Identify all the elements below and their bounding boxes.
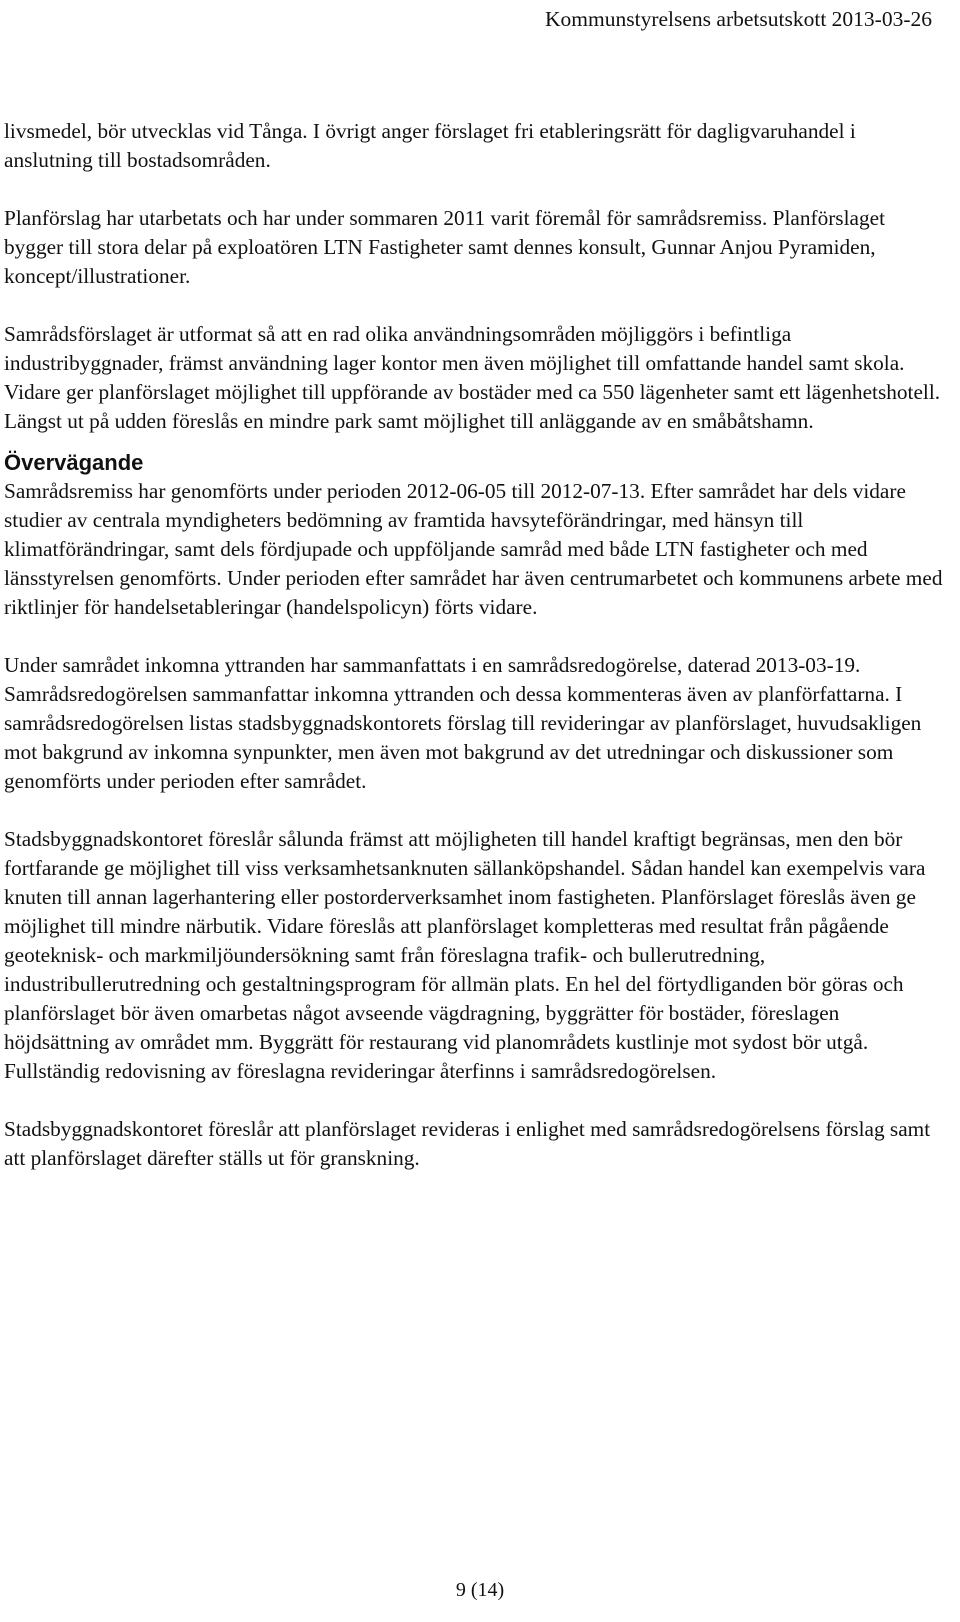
paragraph-samradsforslaget: Samrådsförslaget är utformat så att en rad olika användningsområden möjliggörs i befintliga industribyggnader, främst användning lager kontor men även möjlighet till omfattande handel samt skola. Vidare ger planförslaget möjlighet till uppförande av bostäder med ca 550 lägenheter samt ett lägenhetshotell. Längst ut på udden föreslås en mindre park samt möjlighet till anläggande av en småbåtshamn. bbox=[4, 322, 941, 433]
section-heading-overvagande: Övervägande bbox=[4, 450, 144, 475]
paragraph-livsmedel: livsmedel, bör utvecklas vid Tånga. I övrigt anger förslaget fri etableringsrätt för dagligvaruhandel i anslutning till bostadsområden. bbox=[4, 119, 856, 172]
header-title: Kommunstyrelsens arbetsutskott 2013-03-26 bbox=[545, 7, 932, 31]
paragraph-stadsbyggnadskontoret-handel: Stadsbyggnadskontoret föreslår sålunda främst att möjligheten till handel kraftigt begränsas, men den bör fortfarande ge möjlighet till viss verksamhetsanknuten sällanköpshandel. Sådan handel kan exempelvis vara knuten till annan lagerhantering eller postorderverksamhet inom fastigheten. Planförslaget föreslås även ge möjlighet till mindre närbutik. Vidare föreslås att planförslaget kompletteras med resultat från pågående geoteknisk- och markmiljöundersökning samt från föreslagna trafik- och bullerutredning, industribullerutredning och gestaltningsprogram för allmän plats. En hel del förtydliganden bör göras och planförslaget bör även omarbetas något avseende vägdragning, byggrätter för bostäder, föreslagen höjdsättning av området mm. Byggrätt för restaurang vid planområdets kustlinje mot sydost bör utgå. Fullständig redovisning av föreslagna revideringar återfinns i samrådsredogörelsen. bbox=[4, 827, 926, 1083]
paragraph-samradsremiss: Samrådsremiss har genomförts under perioden 2012-06-05 till 2012-07-13. Efter samrådet har dels vidare studier av centrala myndigheters bedömning av framtida havsyteförändringar, med hänsyn till klimatförändringar, samt dels fördjupade och uppföljande samråd med både LTN fastigheter och med länsstyrelsen genomförts. Under perioden efter samrådet har även centrumarbetet och kommunens arbete med riktlinjer för handelsetableringar (handelspolicyn) förts vidare. bbox=[4, 479, 943, 619]
paragraph-planforslag: Planförslag har utarbetats och har under sommaren 2011 varit föremål för samrådsremiss. Planförslaget bygger till stora delar på exploatören LTN Fastigheter samt dennes konsult, Gunnar Anjou Pyramiden, koncept/illustrationer. bbox=[4, 206, 885, 288]
page-number: 9 (14) bbox=[455, 1579, 505, 1601]
document-header bbox=[545, 4, 932, 34]
paragraph-samradsredogorelse: Under samrådet inkomna yttranden har sammanfattats i en samrådsredogörelse, daterad 2013-03-19. Samrådsredogörelsen sammanfattar inkomna yttranden och dessa kommenteras även av planförfattarna. I samrådsredogörelsen listas stadsbyggnadskontorets förslag till revideringar av planförslaget, huvudsakligen mot bakgrund av inkomna synpunkter, men även mot bakgrund av det utredningar och diskussioner som genomförts under perioden efter samrådet. bbox=[4, 653, 922, 793]
document-body bbox=[4, 117, 944, 1202]
page-footer bbox=[0, 1576, 960, 1604]
paragraph-stadsbyggnadskontoret-forslag: Stadsbyggnadskontoret föreslår att planförslaget revideras i enlighet med samrådsredogörelsens förslag samt att planförslaget därefter ställs ut för granskning. bbox=[4, 1117, 931, 1170]
